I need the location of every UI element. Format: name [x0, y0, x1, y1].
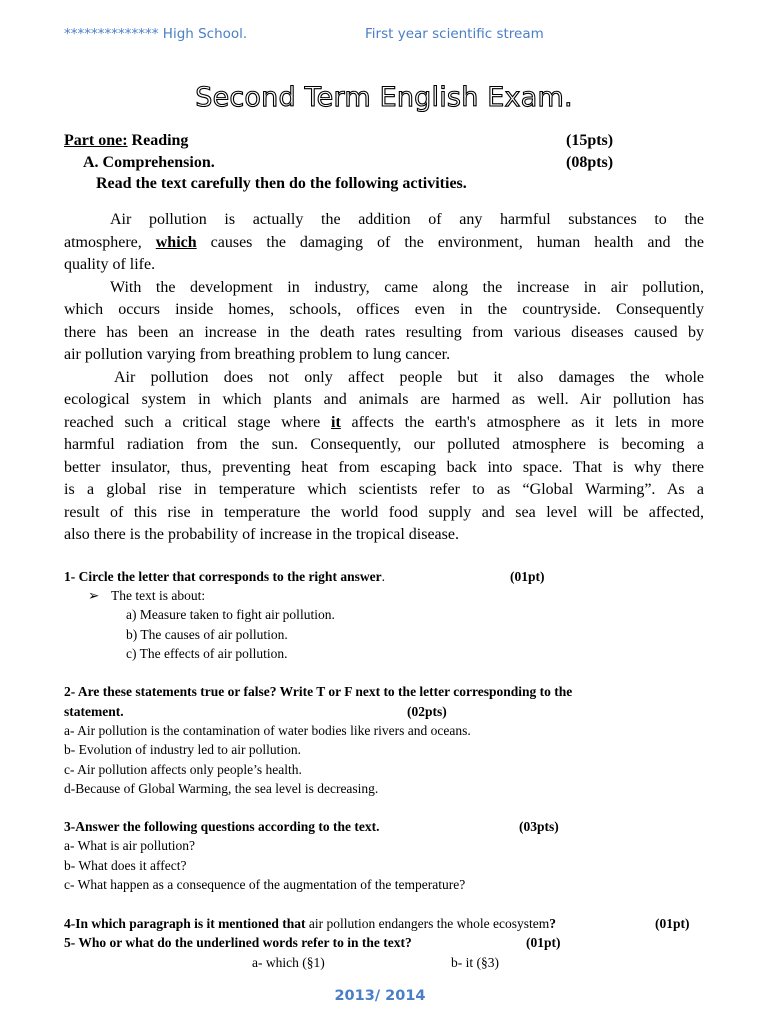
q1-stem: The text is about:: [111, 588, 206, 603]
q2-points: (02pts): [407, 704, 447, 719]
q3-item-a: a- What is air pollution?: [64, 838, 195, 853]
p2-line-4: air pollution varying from breathing problem to lung cancer.: [64, 346, 451, 363]
q2-item-b: b- Evolution of industry led to air pollution.: [64, 742, 301, 757]
p3-line-3: reached such a critical stage where it affects the earth's atmosphere as it lets in more: [64, 413, 704, 431]
instruction: Read the text carefully then do the following activities.: [96, 175, 467, 192]
q2-item-a: a- Air pollution is the contamination of water bodies like rivers and oceans.: [64, 723, 471, 738]
q1-points: (01pt): [510, 569, 545, 584]
q5-item-a: a- which (§1): [252, 955, 325, 970]
p1-line-1: Air pollution is actually the addition of any harmful substances to the: [110, 211, 704, 228]
q1-bullet-icon: ➢: [88, 588, 100, 603]
p1-line-3: quality of life.: [64, 256, 156, 273]
part-label: Part one:: [64, 132, 128, 149]
p3-line-1: Air pollution does not only affect people but it also damages the whole: [114, 368, 704, 386]
p2-line-2: which occurs inside homes, schools, offices even in the countryside. Consequently: [64, 301, 704, 318]
school-year: 2013/ 2014: [334, 988, 426, 1004]
q4-points: (01pt): [655, 916, 690, 931]
exam-title: Second Term English Exam.: [195, 82, 573, 113]
q3-item-c: c- What happen as a consequence of the augmentation of the temperature?: [64, 877, 466, 892]
p3-line-2: ecological system in which plants and animals are harmed as well. Air pollution has: [64, 391, 704, 408]
q2-item-c: c- Air pollution affects only people’s health.: [64, 762, 302, 777]
q3-prompt: 3-Answer the following questions according to the text.: [64, 819, 380, 834]
section-a-label: A. Comprehension.: [83, 154, 215, 171]
p3-line-7: result of this rise in temperature the world food supply and sea level will be affected,: [64, 503, 704, 521]
underlined-which: which: [155, 233, 197, 251]
reading-text: [64, 209, 704, 547]
p3-line-8: also there is the probability of increase in the tropical disease.: [64, 526, 459, 543]
q1-option-a: a) Measure taken to fight air pollution.: [126, 607, 335, 622]
q5-prompt: 5- Who or what do the underlined words refer to in the text?: [64, 935, 412, 950]
p3-line-5: better insulator, thus, preventing heat from escaping back into space. That is why there: [64, 458, 704, 476]
section-a-points: (08pts): [566, 154, 614, 171]
p3-line-6: is a global rise in temperature which scientists refer to as “Global Warming”. As a: [64, 481, 704, 498]
q5-item-b: b- it (§3): [451, 955, 499, 970]
q4-prompt: 4-In which paragraph is it mentioned that air pollution endangers the whole ecosystem?: [64, 916, 556, 931]
q2-prompt-line-1: 2- Are these statements true or false? Write T or F next to the letter corresponding to the: [64, 684, 573, 699]
stream-label: First year scientific stream: [365, 26, 544, 42]
p3-line-4: harmful radiation from the sun. Consequently, our polluted atmosphere is becoming a: [64, 436, 704, 453]
q3-item-b: b- What does it affect?: [64, 858, 187, 873]
q1-prompt: 1- Circle the letter that corresponds to the right answer.: [64, 569, 385, 584]
p2-line-1: With the development in industry, came along the increase in air pollution,: [110, 278, 704, 296]
p1-line-2: atmosphere, which causes the damaging of the environment, human health and the: [64, 233, 705, 251]
q3-points: (03pts): [519, 819, 559, 834]
part-heading: [64, 132, 188, 150]
q1-option-c: c) The effects of air pollution.: [126, 646, 288, 661]
q5-points: (01pt): [526, 935, 561, 950]
part-name: Reading: [131, 132, 189, 149]
school-name: ************** High School.: [64, 26, 248, 42]
q2-prompt-line-2: statement.: [64, 704, 124, 719]
q1-option-b: b) The causes of air pollution.: [126, 627, 288, 642]
underlined-it: it: [331, 413, 341, 431]
p2-line-3: there has been an increase in the death rates resulting from various diseases caused by: [64, 323, 704, 341]
q2-item-d: d-Because of Global Warming, the sea level is decreasing.: [64, 781, 379, 796]
part-points: (15pts): [566, 132, 614, 149]
